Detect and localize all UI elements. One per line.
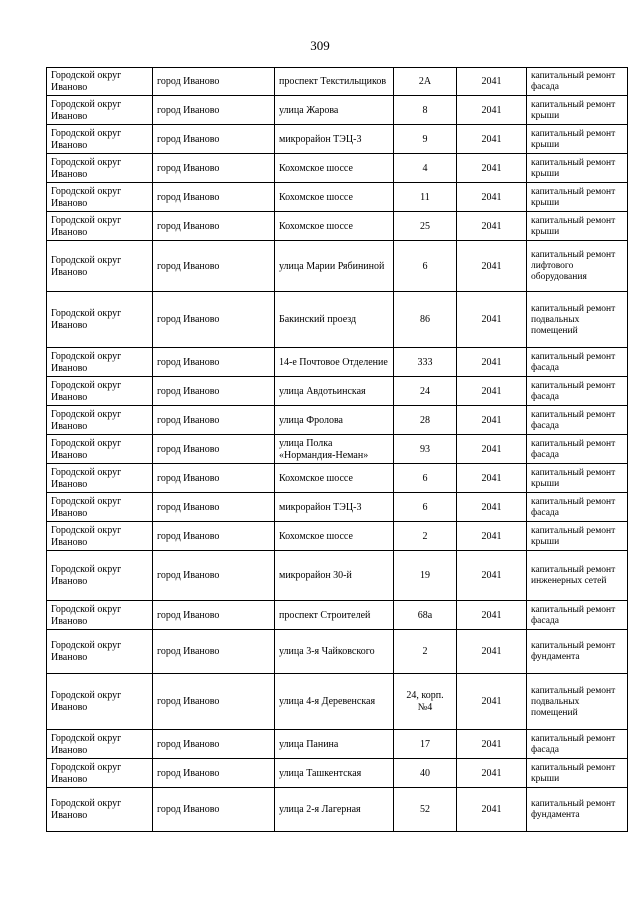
table-row <box>47 630 628 674</box>
cell-house-number: 93 <box>394 435 457 464</box>
cell-year: 2041 <box>457 551 527 601</box>
cell-street: улица Жарова <box>275 96 394 125</box>
cell-street: проспект Текстильщиков <box>275 68 394 96</box>
cell-settlement: город Иваново <box>153 493 275 522</box>
cell-street: улица Авдотьинская <box>275 377 394 406</box>
cell-house-number: 6 <box>394 493 457 522</box>
cell-work-type: капитальный ремонт фасада <box>527 601 628 630</box>
cell-year: 2041 <box>457 377 527 406</box>
cell-year: 2041 <box>457 212 527 241</box>
cell-settlement: город Иваново <box>153 551 275 601</box>
cell-house-number: 86 <box>394 292 457 348</box>
cell-work-type: капитальный ремонт крыши <box>527 96 628 125</box>
cell-work-type: капитальный ремонт крыши <box>527 183 628 212</box>
cell-work-type: капитальный ремонт фасада <box>527 348 628 377</box>
table-row <box>47 96 628 125</box>
cell-settlement: город Иваново <box>153 788 275 832</box>
cell-settlement: город Иваново <box>153 96 275 125</box>
table-row <box>47 241 628 292</box>
cell-street: Кохомское шоссе <box>275 212 394 241</box>
table-row <box>47 493 628 522</box>
table-row <box>47 68 628 96</box>
cell-work-type: капитальный ремонт лифтового оборудования <box>527 241 628 292</box>
cell-year: 2041 <box>457 674 527 730</box>
cell-house-number: 40 <box>394 759 457 788</box>
cell-street: улица 4-я Деревенская <box>275 674 394 730</box>
table-row <box>47 183 628 212</box>
cell-work-type: капитальный ремонт инженерных сетей <box>527 551 628 601</box>
cell-house-number: 333 <box>394 348 457 377</box>
table-row <box>47 435 628 464</box>
cell-work-type: капитальный ремонт фасада <box>527 406 628 435</box>
cell-year: 2041 <box>457 348 527 377</box>
cell-year: 2041 <box>457 435 527 464</box>
cell-settlement: город Иваново <box>153 674 275 730</box>
cell-street: улица Фролова <box>275 406 394 435</box>
cell-municipal-district: Городской округ Иваново <box>47 601 153 630</box>
cell-work-type: капитальный ремонт крыши <box>527 522 628 551</box>
cell-municipal-district: Городской округ Иваново <box>47 96 153 125</box>
cell-year: 2041 <box>457 522 527 551</box>
cell-work-type: капитальный ремонт фасада <box>527 435 628 464</box>
cell-house-number: 68а <box>394 601 457 630</box>
cell-year: 2041 <box>457 730 527 759</box>
cell-work-type: капитальный ремонт подвальных помещений <box>527 292 628 348</box>
cell-work-type: капитальный ремонт фасада <box>527 377 628 406</box>
table-row <box>47 788 628 832</box>
cell-street: улица 3-я Чайковского <box>275 630 394 674</box>
table-row <box>47 154 628 183</box>
cell-street: улица Полка «Нормандия-Неман» <box>275 435 394 464</box>
cell-municipal-district: Городской округ Иваново <box>47 522 153 551</box>
cell-municipal-district: Городской округ Иваново <box>47 435 153 464</box>
cell-street: Кохомское шоссе <box>275 183 394 212</box>
table-row <box>47 377 628 406</box>
cell-house-number: 52 <box>394 788 457 832</box>
cell-work-type: капитальный ремонт фасада <box>527 493 628 522</box>
table-row <box>47 522 628 551</box>
cell-work-type: капитальный ремонт крыши <box>527 759 628 788</box>
table-row <box>47 406 628 435</box>
cell-municipal-district: Городской округ Иваново <box>47 788 153 832</box>
cell-street: микрорайон 30-й <box>275 551 394 601</box>
cell-work-type: капитальный ремонт крыши <box>527 464 628 493</box>
cell-year: 2041 <box>457 183 527 212</box>
cell-municipal-district: Городской округ Иваново <box>47 551 153 601</box>
cell-street: Кохомское шоссе <box>275 154 394 183</box>
cell-work-type: капитальный ремонт подвальных помещений <box>527 674 628 730</box>
table-row <box>47 551 628 601</box>
cell-year: 2041 <box>457 788 527 832</box>
cell-house-number: 19 <box>394 551 457 601</box>
cell-work-type: капитальный ремонт фасада <box>527 730 628 759</box>
cell-house-number: 24, корп. №4 <box>394 674 457 730</box>
cell-municipal-district: Городской округ Иваново <box>47 674 153 730</box>
cell-work-type: капитальный ремонт фундамента <box>527 788 628 832</box>
cell-municipal-district: Городской округ Иваново <box>47 406 153 435</box>
table-row <box>47 348 628 377</box>
cell-work-type: капитальный ремонт крыши <box>527 154 628 183</box>
cell-house-number: 8 <box>394 96 457 125</box>
cell-house-number: 2 <box>394 522 457 551</box>
cell-year: 2041 <box>457 406 527 435</box>
cell-street: улица Марии Рябининой <box>275 241 394 292</box>
cell-house-number: 9 <box>394 125 457 154</box>
cell-municipal-district: Городской округ Иваново <box>47 154 153 183</box>
cell-house-number: 6 <box>394 464 457 493</box>
cell-year: 2041 <box>457 125 527 154</box>
cell-house-number: 2 <box>394 630 457 674</box>
table-body <box>47 68 628 832</box>
table-row <box>47 730 628 759</box>
table-row <box>47 674 628 730</box>
cell-house-number: 11 <box>394 183 457 212</box>
cell-house-number: 6 <box>394 241 457 292</box>
cell-municipal-district: Городской округ Иваново <box>47 292 153 348</box>
cell-house-number: 24 <box>394 377 457 406</box>
table-row <box>47 759 628 788</box>
cell-settlement: город Иваново <box>153 730 275 759</box>
cell-municipal-district: Городской округ Иваново <box>47 630 153 674</box>
cell-year: 2041 <box>457 96 527 125</box>
cell-street: 14-е Почтовое Отделение <box>275 348 394 377</box>
cell-municipal-district: Городской округ Иваново <box>47 493 153 522</box>
table-row <box>47 212 628 241</box>
cell-settlement: город Иваново <box>153 348 275 377</box>
cell-work-type: капитальный ремонт фасада <box>527 68 628 96</box>
cell-settlement: город Иваново <box>153 292 275 348</box>
cell-municipal-district: Городской округ Иваново <box>47 241 153 292</box>
cell-year: 2041 <box>457 154 527 183</box>
cell-settlement: город Иваново <box>153 183 275 212</box>
cell-street: Кохомское шоссе <box>275 464 394 493</box>
cell-municipal-district: Городской округ Иваново <box>47 730 153 759</box>
cell-year: 2041 <box>457 241 527 292</box>
cell-street: улица Ташкентская <box>275 759 394 788</box>
cell-year: 2041 <box>457 493 527 522</box>
cell-municipal-district: Городской округ Иваново <box>47 212 153 241</box>
cell-settlement: город Иваново <box>153 630 275 674</box>
cell-street: Кохомское шоссе <box>275 522 394 551</box>
cell-settlement: город Иваново <box>153 435 275 464</box>
cell-municipal-district: Городской округ Иваново <box>47 68 153 96</box>
cell-settlement: город Иваново <box>153 601 275 630</box>
cell-work-type: капитальный ремонт крыши <box>527 125 628 154</box>
cell-street: улица Панина <box>275 730 394 759</box>
table-row <box>47 464 628 493</box>
cell-house-number: 17 <box>394 730 457 759</box>
cell-year: 2041 <box>457 759 527 788</box>
cell-house-number: 4 <box>394 154 457 183</box>
cell-house-number: 2А <box>394 68 457 96</box>
cell-settlement: город Иваново <box>153 406 275 435</box>
table-row <box>47 601 628 630</box>
table-row <box>47 125 628 154</box>
cell-municipal-district: Городской округ Иваново <box>47 759 153 788</box>
cell-work-type: капитальный ремонт крыши <box>527 212 628 241</box>
table-row <box>47 292 628 348</box>
cell-settlement: город Иваново <box>153 212 275 241</box>
cell-year: 2041 <box>457 601 527 630</box>
cell-street: Бакинский проезд <box>275 292 394 348</box>
cell-year: 2041 <box>457 630 527 674</box>
cell-year: 2041 <box>457 292 527 348</box>
cell-street: улица 2-я Лагерная <box>275 788 394 832</box>
cell-municipal-district: Городской округ Иваново <box>47 183 153 212</box>
cell-street: проспект Строителей <box>275 601 394 630</box>
repair-schedule-table <box>46 67 628 832</box>
cell-year: 2041 <box>457 68 527 96</box>
cell-settlement: город Иваново <box>153 125 275 154</box>
cell-municipal-district: Городской округ Иваново <box>47 464 153 493</box>
cell-settlement: город Иваново <box>153 241 275 292</box>
cell-street: микрорайон ТЭЦ-3 <box>275 125 394 154</box>
cell-settlement: город Иваново <box>153 154 275 183</box>
cell-settlement: город Иваново <box>153 464 275 493</box>
cell-municipal-district: Городской округ Иваново <box>47 348 153 377</box>
cell-settlement: город Иваново <box>153 522 275 551</box>
cell-municipal-district: Городской округ Иваново <box>47 125 153 154</box>
cell-house-number: 28 <box>394 406 457 435</box>
cell-street: микрорайон ТЭЦ-3 <box>275 493 394 522</box>
cell-house-number: 25 <box>394 212 457 241</box>
cell-municipal-district: Городской округ Иваново <box>47 377 153 406</box>
page-number: 309 <box>310 38 330 53</box>
cell-settlement: город Иваново <box>153 759 275 788</box>
cell-settlement: город Иваново <box>153 377 275 406</box>
cell-work-type: капитальный ремонт фундамента <box>527 630 628 674</box>
cell-year: 2041 <box>457 464 527 493</box>
cell-settlement: город Иваново <box>153 68 275 96</box>
